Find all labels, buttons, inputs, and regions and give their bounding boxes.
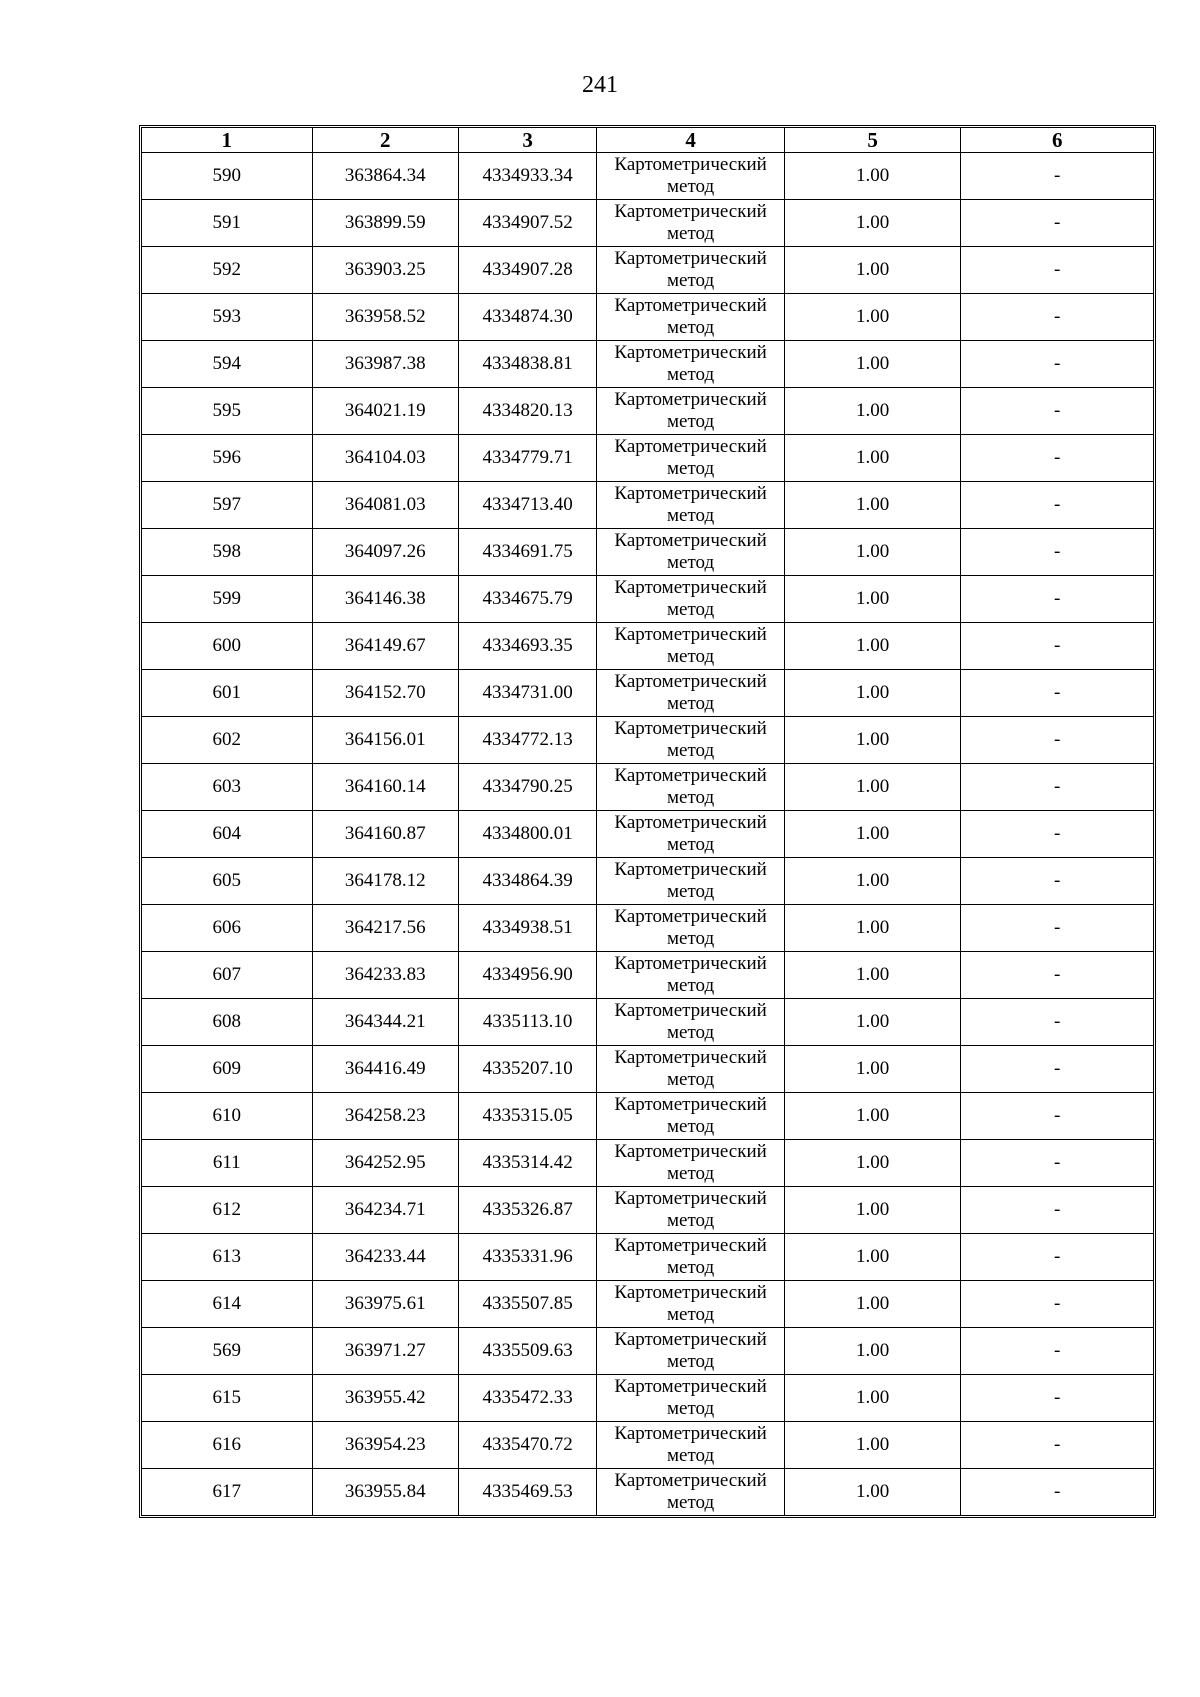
cell-coordinate-x: 364234.71 — [312, 1187, 458, 1234]
method-line-1: Картометрический — [614, 154, 767, 175]
cell-method — [597, 1234, 785, 1281]
method-line-1: Картометрический — [614, 1188, 767, 1209]
cell-note: - — [961, 153, 1154, 200]
cell-coordinate-x: 364104.03 — [312, 435, 458, 482]
cell-method — [597, 341, 785, 388]
column-header: 4 — [597, 128, 785, 153]
cell-accuracy: 1.00 — [784, 529, 961, 576]
method-line-1: Картометрический — [614, 1329, 767, 1350]
table-row — [142, 1422, 1154, 1469]
method-line-2: метод — [667, 317, 715, 338]
cell-method — [597, 1140, 785, 1187]
column-header: 3 — [458, 128, 596, 153]
cell-coordinate-x: 363958.52 — [312, 294, 458, 341]
cell-coordinate-x: 364252.95 — [312, 1140, 458, 1187]
table-row — [142, 670, 1154, 717]
table-row — [142, 764, 1154, 811]
cell-accuracy: 1.00 — [784, 670, 961, 717]
cell-accuracy: 1.00 — [784, 811, 961, 858]
method-line-2: метод — [667, 176, 715, 197]
cell-note: - — [961, 717, 1154, 764]
cell-coordinate-x: 364156.01 — [312, 717, 458, 764]
method-line-1: Картометрический — [614, 812, 767, 833]
cell-method — [597, 717, 785, 764]
cell-coordinate-x: 364146.38 — [312, 576, 458, 623]
table-row — [142, 388, 1154, 435]
cell-method — [597, 435, 785, 482]
table-row — [142, 435, 1154, 482]
cell-method — [597, 623, 785, 670]
cell-point-number: 608 — [142, 999, 313, 1046]
cell-accuracy: 1.00 — [784, 576, 961, 623]
cell-coordinate-y: 4334933.34 — [458, 153, 596, 200]
cell-coordinate-x: 364097.26 — [312, 529, 458, 576]
cell-note: - — [961, 952, 1154, 999]
table-row — [142, 529, 1154, 576]
method-line-2: метод — [667, 740, 715, 761]
cell-point-number: 601 — [142, 670, 313, 717]
method-line-1: Картометрический — [614, 1000, 767, 1021]
cell-note: - — [961, 623, 1154, 670]
cell-method — [597, 294, 785, 341]
cell-accuracy: 1.00 — [784, 764, 961, 811]
cell-note: - — [961, 1328, 1154, 1375]
cell-point-number: 606 — [142, 905, 313, 952]
method-line-2: метод — [667, 552, 715, 573]
cell-coordinate-x: 364344.21 — [312, 999, 458, 1046]
cell-point-number: 602 — [142, 717, 313, 764]
table-row — [142, 1187, 1154, 1234]
method-line-1: Картометрический — [614, 1282, 767, 1303]
cell-coordinate-x: 364258.23 — [312, 1093, 458, 1140]
cell-coordinate-x: 363987.38 — [312, 341, 458, 388]
cell-method — [597, 482, 785, 529]
table-row — [142, 1093, 1154, 1140]
cell-accuracy: 1.00 — [784, 1140, 961, 1187]
method-line-2: метод — [667, 1257, 715, 1278]
method-line-1: Картометрический — [614, 765, 767, 786]
table-row — [142, 1140, 1154, 1187]
cell-coordinate-x: 364081.03 — [312, 482, 458, 529]
cell-accuracy: 1.00 — [784, 247, 961, 294]
method-line-1: Картометрический — [614, 436, 767, 457]
method-line-1: Картометрический — [614, 1235, 767, 1256]
cell-coordinate-y: 4334907.52 — [458, 200, 596, 247]
method-line-2: метод — [667, 1445, 715, 1466]
cell-point-number: 605 — [142, 858, 313, 905]
cell-note: - — [961, 388, 1154, 435]
cell-coordinate-x: 363903.25 — [312, 247, 458, 294]
table-row — [142, 341, 1154, 388]
cell-coordinate-y: 4334800.01 — [458, 811, 596, 858]
cell-method — [597, 952, 785, 999]
cell-coordinate-x: 363955.42 — [312, 1375, 458, 1422]
cell-point-number: 610 — [142, 1093, 313, 1140]
cell-coordinate-x: 364178.12 — [312, 858, 458, 905]
cell-accuracy: 1.00 — [784, 858, 961, 905]
cell-method — [597, 576, 785, 623]
cell-coordinate-x: 364233.44 — [312, 1234, 458, 1281]
cell-coordinate-x: 363955.84 — [312, 1469, 458, 1516]
cell-coordinate-y: 4334790.25 — [458, 764, 596, 811]
cell-accuracy: 1.00 — [784, 435, 961, 482]
cell-note: - — [961, 905, 1154, 952]
cell-accuracy: 1.00 — [784, 717, 961, 764]
method-line-2: метод — [667, 834, 715, 855]
cell-coordinate-x: 363899.59 — [312, 200, 458, 247]
cell-point-number: 592 — [142, 247, 313, 294]
cell-method — [597, 1093, 785, 1140]
cell-accuracy: 1.00 — [784, 623, 961, 670]
cell-method — [597, 1281, 785, 1328]
cell-coordinate-y: 4334864.39 — [458, 858, 596, 905]
cell-point-number: 612 — [142, 1187, 313, 1234]
cell-accuracy: 1.00 — [784, 1187, 961, 1234]
cell-note: - — [961, 529, 1154, 576]
cell-point-number: 617 — [142, 1469, 313, 1516]
cell-coordinate-y: 4335315.05 — [458, 1093, 596, 1140]
cell-coordinate-y: 4334820.13 — [458, 388, 596, 435]
cell-accuracy: 1.00 — [784, 1093, 961, 1140]
method-line-1: Картометрический — [614, 1141, 767, 1162]
method-line-2: метод — [667, 928, 715, 949]
table-row — [142, 1375, 1154, 1422]
cell-coordinate-y: 4334907.28 — [458, 247, 596, 294]
cell-method — [597, 858, 785, 905]
method-line-2: метод — [667, 1069, 715, 1090]
method-line-1: Картометрический — [614, 342, 767, 363]
cell-note: - — [961, 1140, 1154, 1187]
cell-method — [597, 1375, 785, 1422]
cell-note: - — [961, 811, 1154, 858]
cell-note: - — [961, 670, 1154, 717]
cell-point-number: 614 — [142, 1281, 313, 1328]
table-row — [142, 247, 1154, 294]
cell-note: - — [961, 435, 1154, 482]
table-row — [142, 952, 1154, 999]
cell-note: - — [961, 858, 1154, 905]
cell-coordinate-x: 363971.27 — [312, 1328, 458, 1375]
cell-method — [597, 670, 785, 717]
cell-accuracy: 1.00 — [784, 952, 961, 999]
cell-note: - — [961, 1234, 1154, 1281]
cell-coordinate-y: 4335507.85 — [458, 1281, 596, 1328]
cell-note: - — [961, 482, 1154, 529]
cell-coordinate-y: 4335314.42 — [458, 1140, 596, 1187]
cell-point-number: 613 — [142, 1234, 313, 1281]
cell-method — [597, 1046, 785, 1093]
cell-note: - — [961, 200, 1154, 247]
cell-note: - — [961, 576, 1154, 623]
cell-note: - — [961, 1281, 1154, 1328]
cell-note: - — [961, 1469, 1154, 1516]
method-line-2: метод — [667, 364, 715, 385]
cell-accuracy: 1.00 — [784, 1234, 961, 1281]
cell-coordinate-x: 364233.83 — [312, 952, 458, 999]
method-line-1: Картометрический — [614, 1423, 767, 1444]
cell-point-number: 616 — [142, 1422, 313, 1469]
column-header: 2 — [312, 128, 458, 153]
method-line-2: метод — [667, 599, 715, 620]
method-line-2: метод — [667, 1351, 715, 1372]
method-line-1: Картометрический — [614, 577, 767, 598]
table-body — [142, 153, 1154, 1516]
method-line-2: метод — [667, 505, 715, 526]
method-line-2: метод — [667, 1116, 715, 1137]
method-line-1: Картометрический — [614, 1376, 767, 1397]
method-line-1: Картометрический — [614, 624, 767, 645]
cell-coordinate-y: 4334779.71 — [458, 435, 596, 482]
cell-coordinate-y: 4334693.35 — [458, 623, 596, 670]
method-line-2: метод — [667, 223, 715, 244]
table-row — [142, 294, 1154, 341]
cell-point-number: 611 — [142, 1140, 313, 1187]
cell-accuracy: 1.00 — [784, 388, 961, 435]
cell-coordinate-x: 364021.19 — [312, 388, 458, 435]
cell-note: - — [961, 764, 1154, 811]
cell-point-number: 593 — [142, 294, 313, 341]
cell-method — [597, 905, 785, 952]
coordinates-table-frame — [139, 125, 1156, 1518]
cell-method — [597, 1422, 785, 1469]
cell-coordinate-y: 4334938.51 — [458, 905, 596, 952]
method-line-1: Картометрический — [614, 1094, 767, 1115]
column-header: 1 — [142, 128, 313, 153]
method-line-1: Картометрический — [614, 201, 767, 222]
method-line-2: метод — [667, 1022, 715, 1043]
cell-coordinate-y: 4335326.87 — [458, 1187, 596, 1234]
cell-coordinate-y: 4335470.72 — [458, 1422, 596, 1469]
cell-coordinate-x: 364152.70 — [312, 670, 458, 717]
table-row — [142, 623, 1154, 670]
method-line-2: метод — [667, 1398, 715, 1419]
method-line-2: метод — [667, 411, 715, 432]
table-row — [142, 1281, 1154, 1328]
cell-accuracy: 1.00 — [784, 153, 961, 200]
cell-coordinate-y: 4334713.40 — [458, 482, 596, 529]
cell-coordinate-y: 4334691.75 — [458, 529, 596, 576]
method-line-2: метод — [667, 1304, 715, 1325]
cell-accuracy: 1.00 — [784, 1422, 961, 1469]
table-row — [142, 576, 1154, 623]
cell-coordinate-x: 364160.14 — [312, 764, 458, 811]
cell-coordinate-x: 363954.23 — [312, 1422, 458, 1469]
cell-coordinate-y: 4334874.30 — [458, 294, 596, 341]
cell-method — [597, 764, 785, 811]
cell-point-number: 591 — [142, 200, 313, 247]
method-line-1: Картометрический — [614, 295, 767, 316]
cell-note: - — [961, 1046, 1154, 1093]
coordinates-table — [141, 127, 1154, 1516]
table-row — [142, 482, 1154, 529]
cell-point-number: 590 — [142, 153, 313, 200]
method-line-1: Картометрический — [614, 1470, 767, 1491]
cell-method — [597, 529, 785, 576]
cell-method — [597, 200, 785, 247]
cell-point-number: 569 — [142, 1328, 313, 1375]
method-line-1: Картометрический — [614, 483, 767, 504]
table-row — [142, 858, 1154, 905]
cell-note: - — [961, 999, 1154, 1046]
cell-method — [597, 1187, 785, 1234]
cell-note: - — [961, 1422, 1154, 1469]
cell-method — [597, 811, 785, 858]
method-line-2: метод — [667, 787, 715, 808]
table-row — [142, 999, 1154, 1046]
table-row — [142, 1328, 1154, 1375]
cell-method — [597, 247, 785, 294]
cell-coordinate-y: 4335113.10 — [458, 999, 596, 1046]
cell-point-number: 598 — [142, 529, 313, 576]
cell-note: - — [961, 247, 1154, 294]
cell-method — [597, 999, 785, 1046]
cell-accuracy: 1.00 — [784, 200, 961, 247]
table-row — [142, 811, 1154, 858]
method-line-2: метод — [667, 975, 715, 996]
cell-point-number: 599 — [142, 576, 313, 623]
cell-coordinate-x: 363975.61 — [312, 1281, 458, 1328]
cell-accuracy: 1.00 — [784, 1469, 961, 1516]
cell-point-number: 597 — [142, 482, 313, 529]
cell-coordinate-y: 4334731.00 — [458, 670, 596, 717]
method-line-2: метод — [667, 646, 715, 667]
cell-coordinate-y: 4335509.63 — [458, 1328, 596, 1375]
cell-point-number: 595 — [142, 388, 313, 435]
method-line-2: метод — [667, 1492, 715, 1513]
cell-accuracy: 1.00 — [784, 1375, 961, 1422]
page-number: 241 — [582, 72, 618, 98]
cell-point-number: 609 — [142, 1046, 313, 1093]
method-line-2: метод — [667, 270, 715, 291]
method-line-1: Картометрический — [614, 718, 767, 739]
cell-coordinate-x: 363864.34 — [312, 153, 458, 200]
cell-accuracy: 1.00 — [784, 1281, 961, 1328]
cell-point-number: 615 — [142, 1375, 313, 1422]
method-line-1: Картометрический — [614, 859, 767, 880]
cell-coordinate-y: 4335207.10 — [458, 1046, 596, 1093]
cell-method — [597, 1328, 785, 1375]
cell-coordinate-x: 364217.56 — [312, 905, 458, 952]
method-line-2: метод — [667, 693, 715, 714]
cell-point-number: 607 — [142, 952, 313, 999]
column-header: 5 — [784, 128, 961, 153]
method-line-1: Картометрический — [614, 671, 767, 692]
method-line-1: Картометрический — [614, 389, 767, 410]
table-row — [142, 1046, 1154, 1093]
cell-note: - — [961, 1187, 1154, 1234]
cell-note: - — [961, 294, 1154, 341]
cell-coordinate-y: 4335472.33 — [458, 1375, 596, 1422]
cell-coordinate-y: 4335331.96 — [458, 1234, 596, 1281]
table-row — [142, 1234, 1154, 1281]
cell-note: - — [961, 1093, 1154, 1140]
cell-method — [597, 1469, 785, 1516]
cell-point-number: 603 — [142, 764, 313, 811]
table-row — [142, 905, 1154, 952]
cell-note: - — [961, 341, 1154, 388]
table-row — [142, 1469, 1154, 1516]
cell-accuracy: 1.00 — [784, 905, 961, 952]
cell-accuracy: 1.00 — [784, 999, 961, 1046]
cell-coordinate-x: 364416.49 — [312, 1046, 458, 1093]
cell-accuracy: 1.00 — [784, 482, 961, 529]
method-line-1: Картометрический — [614, 953, 767, 974]
cell-accuracy: 1.00 — [784, 1046, 961, 1093]
method-line-1: Картометрический — [614, 248, 767, 269]
column-header: 6 — [961, 128, 1154, 153]
method-line-1: Картометрический — [614, 530, 767, 551]
cell-coordinate-y: 4334675.79 — [458, 576, 596, 623]
cell-coordinate-y: 4334956.90 — [458, 952, 596, 999]
method-line-1: Картометрический — [614, 906, 767, 927]
cell-coordinate-y: 4335469.53 — [458, 1469, 596, 1516]
cell-coordinate-x: 364149.67 — [312, 623, 458, 670]
table-row — [142, 153, 1154, 200]
cell-note: - — [961, 1375, 1154, 1422]
cell-point-number: 594 — [142, 341, 313, 388]
cell-point-number: 596 — [142, 435, 313, 482]
method-line-1: Картометрический — [614, 1047, 767, 1068]
method-line-2: метод — [667, 458, 715, 479]
cell-point-number: 600 — [142, 623, 313, 670]
cell-coordinate-y: 4334838.81 — [458, 341, 596, 388]
cell-coordinate-y: 4334772.13 — [458, 717, 596, 764]
cell-accuracy: 1.00 — [784, 341, 961, 388]
cell-method — [597, 153, 785, 200]
table-header-row — [142, 128, 1154, 153]
table-row — [142, 200, 1154, 247]
table-row — [142, 717, 1154, 764]
cell-point-number: 604 — [142, 811, 313, 858]
cell-method — [597, 388, 785, 435]
cell-accuracy: 1.00 — [784, 294, 961, 341]
method-line-2: метод — [667, 1210, 715, 1231]
method-line-2: метод — [667, 881, 715, 902]
method-line-2: метод — [667, 1163, 715, 1184]
cell-coordinate-x: 364160.87 — [312, 811, 458, 858]
cell-accuracy: 1.00 — [784, 1328, 961, 1375]
